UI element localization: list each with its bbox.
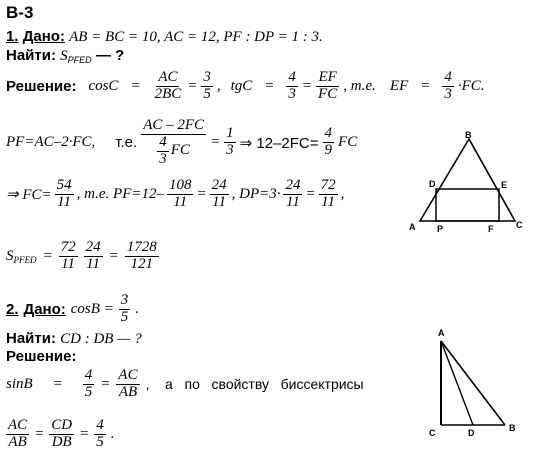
frac-den: 3 (288, 85, 296, 102)
problem1-find-tail: — ? (91, 47, 125, 64)
te-text: , т.е. (343, 77, 376, 94)
sin-b: sinB (6, 375, 33, 392)
frac-num: 24 (85, 239, 101, 255)
fraction-ac-ab-2 (6, 418, 29, 451)
frac-num: 24 (211, 177, 227, 193)
variant-title: В-3 (6, 3, 34, 22)
fraction-cd-db (49, 418, 74, 451)
implication: ⇒ 12–2FC= (239, 134, 319, 152)
bisector-ad (441, 341, 473, 425)
fraction-4-9 (323, 126, 335, 159)
frac-den: 2BC (154, 85, 182, 102)
label-p: P (437, 224, 444, 234)
te-text: т.е. (115, 134, 138, 152)
eq-sign: = (42, 247, 53, 264)
side-ab (441, 341, 505, 425)
frac-num: 4 (84, 367, 93, 383)
frac-den: AB (118, 383, 138, 400)
fc-text: FC (170, 142, 190, 159)
label-f: F (488, 224, 494, 234)
eq-sign: = (301, 77, 313, 94)
fraction-24-11 (210, 178, 229, 211)
cos-c: cosC (88, 77, 119, 94)
ef-symbol: EF (389, 77, 409, 94)
frac-num: 3 (203, 69, 211, 85)
period: . (135, 300, 140, 317)
eq-sign: = (100, 375, 111, 392)
frac-num: AC (158, 69, 178, 85)
frac-num: CD (51, 417, 73, 433)
solution1-line1 (6, 70, 485, 103)
frac-num: 4 (159, 133, 167, 150)
fraction-108-11 (167, 178, 194, 211)
inner-fraction (157, 135, 169, 168)
solution1-line3 (6, 178, 344, 211)
frac-den: 121 (130, 255, 153, 272)
frac-num: 24 (285, 177, 301, 193)
frac-den: 3 (444, 85, 452, 102)
frac-den: 5 (203, 85, 211, 102)
frac-den: 9 (324, 142, 333, 159)
frac-den: 3 (226, 142, 234, 159)
eq-sign: = (79, 425, 90, 442)
problem1-number: 1. (6, 28, 19, 45)
frac-den: DB (51, 433, 72, 450)
fraction-compound (141, 118, 206, 167)
frac-den: 11 (286, 193, 300, 210)
solution1-line2 (6, 118, 357, 167)
fraction-4-3 (286, 70, 298, 103)
frac-num: EF (318, 69, 337, 85)
frac-num: 1728 (126, 239, 157, 255)
problem1-given-label: Дано: (22, 28, 65, 45)
triangle-figure (398, 130, 528, 240)
frac-num: 72 (60, 239, 76, 255)
label-a: A (409, 222, 416, 232)
eq-sign: = (187, 77, 198, 94)
frac-num: 4 (288, 69, 296, 85)
fraction-3-5 (201, 70, 213, 103)
solution2-label: Решение: (6, 348, 77, 365)
frac-den: 11 (61, 255, 76, 272)
comma: , (340, 185, 345, 202)
fraction-24-11b (283, 178, 302, 211)
frac-den: 5 (120, 308, 129, 325)
frac-den: 5 (96, 433, 104, 450)
label-c: C (516, 220, 523, 230)
problem2-find-label: Найти: (6, 330, 56, 347)
frac-den: 11 (212, 193, 227, 210)
frac-den: 11 (173, 193, 188, 210)
area-line (6, 240, 159, 273)
frac-num: 108 (168, 177, 192, 193)
dp-text: , DP=3· (231, 185, 281, 202)
s-letter: S (6, 247, 14, 264)
frac-num: AC (118, 367, 138, 383)
rectangle-pfed (436, 189, 499, 221)
problem1-find-s: S (60, 48, 68, 64)
fraction-ef-fc (316, 70, 339, 103)
frac-num: 3 (120, 292, 129, 308)
fraction-72-11c (59, 240, 78, 273)
fraction-24-11c (84, 240, 103, 273)
eq-sign: = (305, 185, 316, 202)
frac-den: AB (8, 433, 27, 450)
label-b: B (509, 423, 516, 433)
label-d: D (429, 179, 436, 189)
frac-den (155, 135, 192, 168)
fraction-4-3b (442, 70, 454, 103)
frac-den: 3 (159, 150, 167, 167)
frac-num: 1 (226, 125, 234, 142)
fc-text: FC (338, 134, 358, 151)
bisector-property-text: , а по свойству биссектрисы (145, 376, 364, 393)
problem1-find-label: Найти: (6, 47, 56, 64)
frac-num: 72 (320, 177, 336, 193)
fraction-54-11 (55, 178, 74, 211)
frac-num: AC – 2FC (143, 117, 205, 133)
fraction-3-5b (119, 293, 131, 326)
label-c: C (429, 428, 436, 438)
fraction-72-11 (319, 178, 338, 211)
solution2-line1 (6, 368, 364, 401)
fc-result: ⇒ FC= (6, 186, 52, 203)
problem2-number: 2. (6, 300, 19, 318)
label-a: A (438, 328, 445, 338)
problem1-find (6, 47, 124, 65)
pf-text: , т.е. PF=12– (76, 185, 164, 202)
label-b: B (465, 130, 472, 140)
label-d: D (468, 428, 475, 438)
frac-den: 11 (57, 193, 72, 210)
comma: , (216, 77, 221, 94)
problem2-find-text: CD : DB — ? (60, 331, 142, 347)
frac-den: FC (318, 85, 338, 102)
tg-c: tgC (230, 77, 253, 94)
label-e: E (501, 180, 508, 190)
problem1-given-text: AB = BC = 10, AC = 12, PF : DP = 1 : 3. (69, 29, 323, 45)
eq-sign: = (130, 77, 141, 94)
eq-sign: = (34, 425, 45, 442)
frac-num: 54 (56, 177, 72, 193)
frac-num: 4 (324, 125, 333, 142)
cos-b: cosB = (70, 300, 114, 317)
frac-den: 11 (321, 193, 336, 210)
fraction-1728-121 (125, 240, 159, 273)
solution1-label: Решение: (6, 77, 77, 95)
fraction-ac-2bc (153, 70, 184, 103)
problem1-given (6, 28, 323, 46)
right-triangle-figure (425, 325, 535, 440)
frac-num: 4 (444, 69, 452, 85)
eq-sign: = (108, 247, 119, 264)
fraction-4-5 (83, 368, 95, 401)
problem1-find-sub: PFED (67, 55, 92, 65)
fc-tail: ·FC. (457, 77, 485, 94)
fraction-4-5b (94, 418, 106, 451)
fraction-1-3 (224, 126, 236, 159)
problem2-find (6, 330, 142, 348)
pf-expr: PF=AC–2·FC, (6, 134, 96, 151)
eq-sign: = (52, 375, 63, 392)
frac-num: AC (8, 417, 28, 433)
frac-num: 4 (96, 417, 104, 433)
area-symbol (6, 248, 37, 265)
eq-sign: = (196, 185, 207, 202)
eq-sign: = (420, 77, 431, 94)
problem2-given-label: Дано: (23, 300, 66, 318)
fraction-ac-ab (116, 368, 139, 401)
problem2-given (6, 293, 139, 326)
eq-sign: = (210, 134, 221, 151)
frac-den: 5 (84, 383, 93, 400)
s-sub: PFED (13, 254, 37, 265)
period: . (110, 425, 115, 442)
solution2-line2 (6, 418, 115, 451)
eq-sign: = (264, 77, 275, 94)
frac-den: 11 (86, 255, 101, 272)
